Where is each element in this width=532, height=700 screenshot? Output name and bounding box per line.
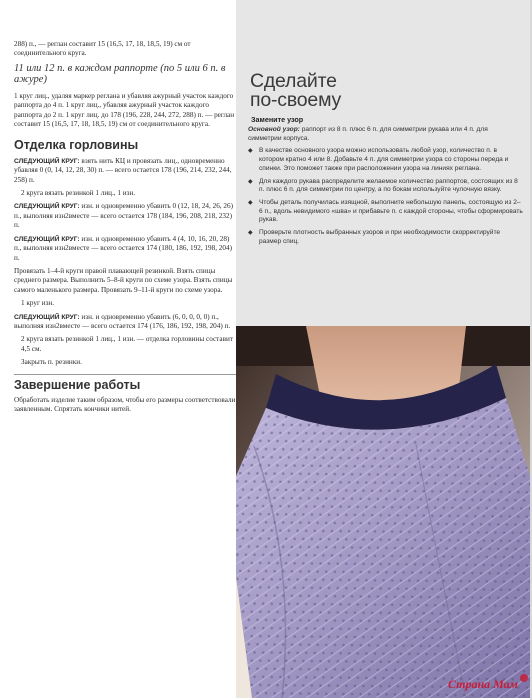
diamond-bullet-icon: ◆ [248, 199, 253, 206]
intro-paragraph: 288) п., — реглан составит 15 (16,5, 17, 18, 18,5, 19) см от соединительного круга. [14, 40, 191, 58]
tip-item [248, 229, 523, 246]
instructions-column [14, 40, 236, 419]
finishing-heading: Завершение работы [14, 377, 141, 392]
tips-title-line1: Сделайте [250, 70, 337, 92]
lead-text: раппорт из 8 п. плюс 6 п. для симметрии рукава или 4 п. для симметрии корпуса. [248, 126, 488, 142]
round-keyword: СЛЕДУЮЩИЙ КРУГ: [14, 235, 80, 243]
neckline-heading: Отделка горловины [14, 138, 139, 153]
spokes-paragraph: Провязать 1–4-й круги правой плавающей резинкой. Взять спицы среднего размера. Выполнить 5–8-й круги по схеме узора. Взять спицы самого маленького размера. Провязать 9–11-й круги по схеме узора. [14, 266, 233, 294]
round-text: взять нить КЦ и провязать лиц., одновременно убавляя 0 (0, 14, 12, 28, 30) п. — всего остается 178 (196, 214, 232, 244, 258) п. [14, 156, 232, 184]
round-text: изн. и одновременно убавить 4 (4, 10, 16, 20, 28) п., выполняя изн2вместе — всего остается 174 (180, 186, 192, 198, 204) п. [14, 234, 232, 262]
site-watermark [446, 672, 530, 694]
round-1 [14, 157, 236, 185]
tip-text: Проверьте плотность выбранных узоров и при необходимости скорректируйте размер спиц. [259, 229, 501, 245]
round-text: изн. и одновременно убавить 0 (12, 18, 24, 26, 26) п., выполняя изн2вместе — всего остается 178 (184, 196, 208, 218, 232) п. [14, 202, 233, 230]
round-keyword: СЛЕДУЮЩИЙ КРУГ: [14, 157, 80, 165]
bind-off: Закрыть п. резинки. [21, 358, 82, 367]
purl-round: 1 круг изн. [21, 299, 55, 308]
tip-text: В качестве основного узора можно использовать любой узор, количество п. в котором кратно 4 или 8. Добавьте 4 п. для симметрии узора со стороны переда и спинки. Это поможет также при расположении узора на линиях реглана. [259, 147, 509, 172]
divider [14, 374, 236, 375]
sweater-photo [236, 326, 530, 698]
tip-item [248, 199, 523, 225]
tip-text: Чтобы деталь получилась изящной, выполните небольшую панель, состоящую из 2–6 п., вдоль невидимого «шва» и прибавьте п. с каждой стороны, чтобы сформировать рукав. [259, 198, 523, 224]
lead-keyword: Основной узор: [248, 126, 300, 133]
round-2 [14, 202, 236, 230]
watermark-text: Страна Мам [448, 677, 518, 691]
round-text: изн. и одновременно убавить (6, 0, 0, 0, 0) п., выполняя изн2вместе — всего остается 174 (176, 186, 192, 198, 204) п. [14, 312, 231, 330]
tips-body [248, 126, 523, 250]
diamond-bullet-icon: ◆ [248, 178, 253, 185]
tips-title [250, 72, 400, 110]
round-4 [14, 313, 236, 332]
round-3 [14, 235, 236, 263]
round-keyword: СЛЕДУЮЩИЙ КРУГ: [14, 313, 80, 321]
raglan-paragraph: 1 круг лиц., удаляя маркер реглана и убавляя ажурный участок каждого раппорта до 4 п. 1 круг лиц., убавляя ажурный участок каждого раппорта до 2 п. 1 круг лиц. до 178 (196, 228, 244, 272, 288) п. — реглан составит 15 (16,5, 17, 18, 18,5, 19) см от соединительного круга. [14, 91, 235, 129]
round-keyword: СЛЕДУЮЩИЙ КРУГ: [14, 203, 80, 211]
round-1-rib: 2 круга вязать резинкой 1 лиц., 1 изн. [21, 189, 136, 198]
tips-title-line2: по-своему [250, 89, 342, 111]
round-4-rib: 2 круга вязать резинкой 1 лиц., 1 изн. — отделка горловины составит 4,5 см. [21, 335, 233, 353]
tip-item [248, 147, 523, 173]
lead-paragraph [248, 126, 523, 143]
diamond-bullet-icon: ◆ [248, 148, 253, 155]
diamond-bullet-icon: ◆ [248, 230, 253, 237]
finishing-paragraph: Обработать изделие таким образом, чтобы его размеры соответствовали заявленным. Спрятать кончики нитей. [14, 395, 236, 414]
tip-item [248, 178, 523, 195]
pattern-subhead: 11 или 12 п. в каждом раппорте (по 5 или 6 п. в ажуре) [14, 62, 226, 86]
tip-text: Для каждого рукава распределите желаемое количество раппортов, состоящих из 8 п. плюс 6 п. для симметрии по центру, а по бокам используйте чулочную вязку. [259, 177, 518, 194]
tips-subtitle: Замените узор [251, 115, 304, 124]
